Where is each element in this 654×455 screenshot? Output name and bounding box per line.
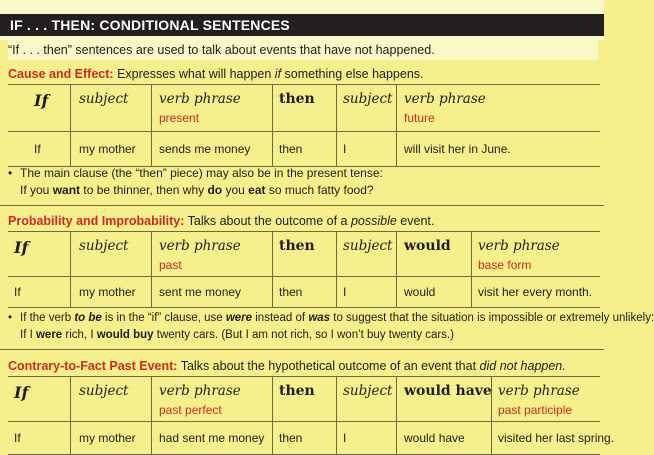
table-cell: I	[343, 431, 347, 445]
conditional-table-cause-effect	[8, 84, 600, 167]
section-heading-contrary-to-fact	[8, 358, 566, 374]
table-cell: If	[14, 285, 21, 299]
column-header: subject	[343, 383, 393, 399]
table-header-row	[8, 232, 600, 276]
column-subheader: base form	[478, 258, 532, 272]
column-header: verb phrase	[159, 238, 241, 254]
table-cell: would	[404, 285, 436, 299]
table-cell: If	[14, 431, 21, 445]
section-divider	[0, 205, 604, 206]
section-name: Contrary-to-Fact Past Event:	[8, 359, 178, 373]
column-subheader: present	[159, 111, 200, 125]
section-heading-cause-effect	[8, 66, 424, 82]
section-name: Probability and Improbability:	[8, 214, 185, 228]
column-header: subject	[79, 91, 129, 107]
column-header: verb phrase	[498, 383, 580, 399]
table-header-row	[8, 85, 600, 131]
table-cell: will visit her in June.	[404, 142, 511, 156]
table-cell: then	[279, 285, 303, 299]
table-cell: sent me money	[159, 285, 242, 299]
table-cell: I	[343, 285, 347, 299]
column-header: verb phrase	[478, 238, 560, 254]
table-cell: then	[279, 431, 303, 445]
column-header: subject	[79, 383, 129, 399]
usage-note: • If the verb to be is in the “if” clause, use were instead of was to suggest that the situation is impossible or extremely unlikely: If I were rich, I would buy twenty cars. (But I am not rich, so I won’t buy twenty cars.)	[8, 312, 654, 341]
section-description: Talks about the outcome of a possible event.	[184, 214, 435, 228]
table-cell: my mother	[79, 431, 136, 445]
column-subheader: past	[159, 258, 182, 272]
usage-note: • The main clause (the “then” piece) may also be in the present tense: If you want to be thinner, then why do you eat so much fatty food?	[8, 166, 383, 197]
column-header: If	[34, 91, 49, 110]
column-header: then	[279, 91, 315, 107]
table-row	[8, 276, 600, 307]
section-divider	[0, 349, 604, 350]
column-header: subject	[79, 238, 129, 254]
table-cell: then	[279, 142, 303, 156]
page-title: IF . . . THEN: CONDITIONAL SENTENCES	[10, 17, 290, 33]
column-subheader: past perfect	[159, 403, 222, 417]
table-header-row	[8, 377, 600, 421]
column-header: If	[14, 383, 29, 402]
column-subheader: future	[404, 111, 435, 125]
table-row	[8, 131, 600, 166]
column-header: would	[404, 238, 451, 254]
column-header: If	[14, 238, 29, 257]
section-description: Talks about the hypothetical outcome of an event that did not happen.	[177, 359, 566, 373]
intro-text: “If . . . then” sentences are used to talk about events that have not happened.	[8, 40, 598, 60]
column-header: verb phrase	[404, 91, 486, 107]
table-cell: visited her last spring.	[498, 431, 615, 445]
column-header: verb phrase	[159, 91, 241, 107]
table-cell: sends me money	[159, 142, 251, 156]
section-heading-probability	[8, 213, 434, 229]
table-cell: my mother	[79, 285, 136, 299]
column-header: then	[279, 238, 315, 254]
column-header: subject	[343, 91, 393, 107]
section-description: Expresses what will happen if something else happens.	[113, 67, 424, 81]
table-cell: had sent me money	[159, 431, 265, 445]
conditional-table-probability	[8, 231, 600, 308]
conditional-table-contrary-to-fact	[8, 376, 615, 455]
column-header: subject	[343, 238, 393, 254]
section-name: Cause and Effect:	[8, 67, 114, 81]
column-header: then	[279, 383, 315, 399]
column-header: verb phrase	[159, 383, 241, 399]
table-cell: would have	[404, 431, 465, 445]
table-cell: visit her every month.	[478, 285, 593, 299]
table-row	[8, 421, 615, 454]
table-cell: If	[34, 142, 41, 156]
column-subheader: past participle	[498, 403, 573, 417]
table-cell: I	[343, 142, 347, 156]
column-header: would have	[404, 383, 492, 399]
table-cell: my mother	[79, 142, 136, 156]
